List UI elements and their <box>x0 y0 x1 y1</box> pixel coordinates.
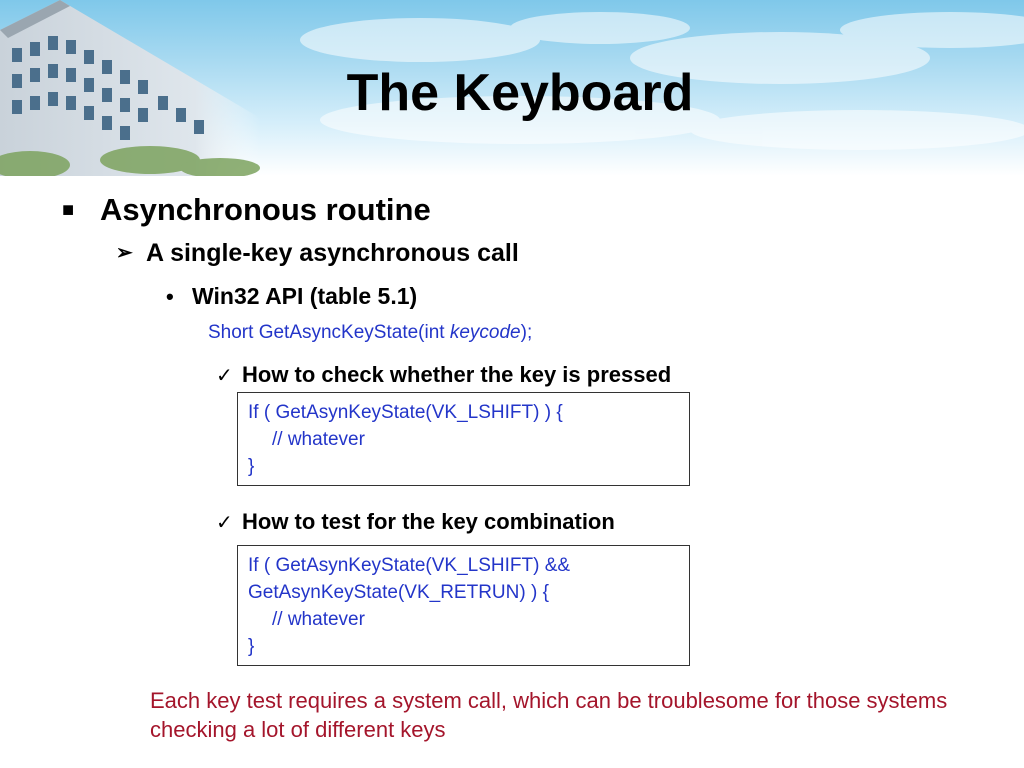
check-item-key-combination <box>216 507 615 538</box>
signature-param: keycode <box>449 322 521 343</box>
checkmark-icon: ✓ <box>216 365 233 387</box>
check-item-key-pressed <box>216 360 671 391</box>
dot-bullet-icon: • <box>166 284 174 309</box>
code-box-key-pressed <box>237 392 690 486</box>
slide-title: The Keyboard <box>346 64 694 122</box>
function-signature <box>208 320 532 346</box>
bullet-level3 <box>166 280 417 313</box>
arrowhead-bullet-icon: ➢ <box>116 242 133 264</box>
code-line: GetAsynKeyState(VK_RETRUN) ) { <box>248 582 549 603</box>
bullet-level2 <box>116 236 519 270</box>
code-line: // whatever <box>272 609 365 630</box>
code-box-key-combination <box>237 545 690 666</box>
check-item-text: How to test for the key combination <box>242 509 615 534</box>
bullet-level2-text: A single-key asynchronous call <box>146 239 519 267</box>
bullet-level1 <box>62 190 431 230</box>
check-item-text: How to check whether the key is pressed <box>242 362 672 387</box>
code-line: } <box>248 636 255 657</box>
code-line: } <box>248 456 255 477</box>
code-line: If ( GetAsynKeyState(VK_LSHIFT) ) { <box>248 402 563 423</box>
signature-suffix: ); <box>520 322 533 343</box>
footnote-note: Each key test requires a system call, which can be troublesome for those systems checking a lot of different keys <box>150 688 948 742</box>
square-bullet-icon: ■ <box>62 199 75 221</box>
signature-prefix: Short GetAsyncKeyState(int <box>208 322 450 343</box>
bullet-level3-text: Win32 API (table 5.1) <box>192 283 418 309</box>
bullet-level1-text: Asynchronous routine <box>100 192 431 227</box>
code-line: If ( GetAsynKeyState(VK_LSHIFT) && <box>248 555 571 576</box>
checkmark-icon: ✓ <box>216 512 233 534</box>
code-line: // whatever <box>272 429 365 450</box>
